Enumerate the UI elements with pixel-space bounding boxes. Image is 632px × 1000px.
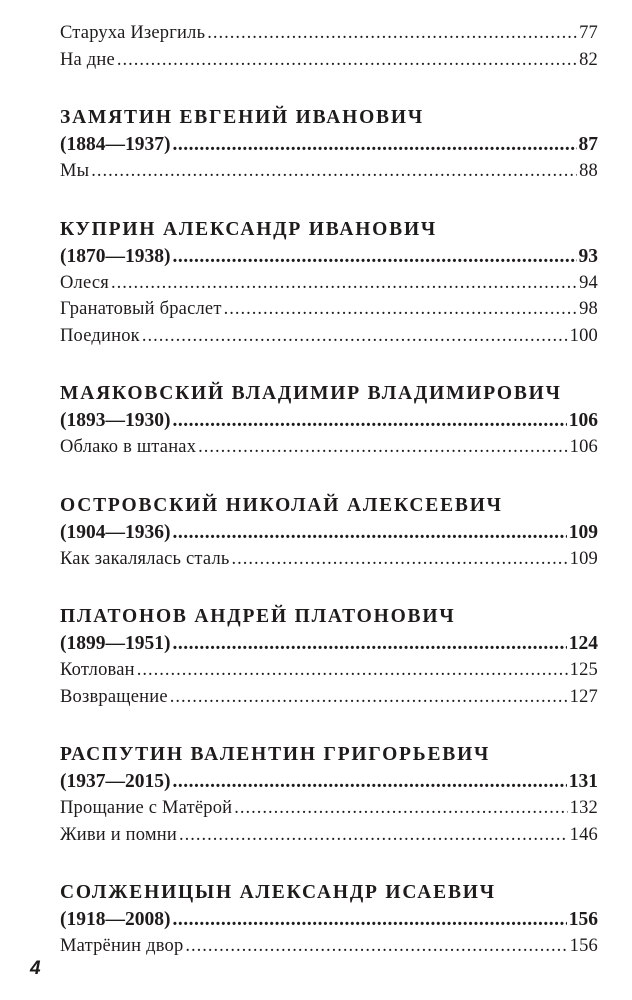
dot-leader	[173, 768, 567, 795]
author-page-number: 156	[568, 909, 598, 930]
author-years-entry	[60, 768, 598, 795]
author-name: КУПРИН АЛЕКСАНДР ИВАНОВИЧ	[60, 218, 438, 240]
author-years-entry	[60, 519, 598, 546]
work-title: Возвращение	[60, 686, 168, 707]
work-title: Как закалялась сталь	[60, 548, 230, 569]
work-title: Прощание с Матёрой	[60, 798, 233, 818]
dot-leader	[185, 933, 567, 960]
dot-leader	[170, 684, 568, 711]
toc-author-section	[60, 104, 598, 185]
author-name: ПЛАТОНОВ АНДРЕЙ ПЛАТОНОВИЧ	[60, 606, 456, 627]
toc-work-entry	[60, 296, 598, 323]
author-years-entry	[60, 407, 598, 434]
work-page-number: 109	[569, 548, 598, 569]
table-of-contents	[60, 20, 598, 960]
work-page-number: 88	[579, 161, 598, 181]
toc-author-section	[60, 216, 598, 350]
work-page-number: 146	[569, 824, 598, 845]
work-title: Старуха Изергиль	[60, 23, 206, 43]
toc-work-entry	[60, 822, 598, 849]
page-number: 4	[30, 958, 41, 979]
toc-work-entry	[60, 657, 598, 684]
work-title: Матрёнин двор	[60, 936, 184, 956]
dot-leader	[173, 243, 577, 270]
dot-leader	[142, 323, 568, 350]
author-page-number: 106	[568, 410, 598, 431]
toc-work-entry	[60, 47, 598, 74]
author-page-number: 93	[578, 245, 598, 267]
work-title: Живи и помни	[60, 824, 177, 845]
dot-leader	[179, 822, 568, 849]
dot-leader	[137, 657, 568, 684]
dot-leader	[91, 158, 577, 185]
dot-leader	[207, 20, 577, 47]
author-page-number: 87	[578, 134, 598, 155]
dot-leader	[224, 296, 577, 323]
toc-work-entry	[60, 434, 598, 461]
work-title: Поединок	[60, 325, 140, 346]
work-title: Олеся	[60, 272, 109, 293]
work-page-number: 98	[579, 299, 598, 319]
work-page-number: 127	[569, 686, 598, 707]
toc-work-entry	[60, 20, 598, 47]
author-name: РАСПУТИН ВАЛЕНТИН ГРИГОРЬЕВИЧ	[60, 744, 491, 765]
toc-author-section	[60, 380, 598, 461]
author-years: (1937—2015)	[60, 771, 171, 792]
dot-leader	[173, 906, 567, 933]
author-years: (1904—1936)	[60, 521, 171, 543]
author-years: (1893—1930)	[60, 410, 171, 431]
author-years-entry	[60, 243, 598, 270]
toc-work-entry	[60, 795, 598, 822]
author-name: СОЛЖЕНИЦЫН АЛЕКСАНДР ИСАЕВИЧ	[60, 882, 496, 903]
author-page-number: 109	[568, 521, 598, 543]
work-page-number: 94	[579, 272, 598, 293]
dot-leader	[173, 519, 567, 546]
toc-work-entry	[60, 323, 598, 350]
work-page-number: 77	[579, 23, 598, 43]
dot-leader	[173, 131, 577, 158]
dot-leader	[234, 795, 567, 822]
work-title: Котлован	[60, 660, 135, 680]
author-name: ЗАМЯТИН ЕВГЕНИЙ ИВАНОВИЧ	[60, 107, 424, 128]
author-page-number: 124	[568, 633, 598, 654]
author-years-entry	[60, 131, 598, 158]
dot-leader	[117, 47, 577, 74]
dot-leader	[173, 630, 567, 657]
author-years: (1870—1938)	[60, 245, 171, 267]
work-title: Мы	[60, 161, 90, 181]
author-years: (1884—1937)	[60, 134, 171, 155]
toc-author-section	[60, 879, 598, 960]
toc-author-section	[60, 741, 598, 848]
author-years: (1918—2008)	[60, 909, 171, 930]
work-page-number: 125	[569, 660, 598, 680]
work-page-number: 132	[569, 798, 598, 818]
work-page-number: 100	[569, 325, 598, 346]
dot-leader	[198, 434, 567, 461]
author-name: ОСТРОВСКИЙ НИКОЛАЙ АЛЕКСЕЕВИЧ	[60, 494, 503, 516]
work-page-number: 82	[579, 49, 598, 70]
dot-leader	[173, 407, 567, 434]
author-page-number: 131	[568, 771, 598, 792]
author-name: МАЯКОВСКИЙ ВЛАДИМИР ВЛАДИМИРОВИЧ	[60, 383, 562, 404]
author-years-entry	[60, 630, 598, 657]
toc-author-section	[60, 492, 598, 573]
author-years-entry	[60, 906, 598, 933]
toc-author-section	[60, 603, 598, 710]
toc-work-entry	[60, 270, 598, 297]
work-title: Облако в штанах	[60, 437, 197, 457]
work-page-number: 156	[569, 936, 598, 956]
dot-leader	[232, 546, 568, 573]
work-title: Гранатовый браслет	[60, 299, 222, 319]
toc-work-entry	[60, 546, 598, 573]
dot-leader	[111, 270, 577, 297]
work-title: На дне	[60, 49, 115, 70]
toc-work-entry	[60, 684, 598, 711]
author-years: (1899—1951)	[60, 633, 171, 654]
toc-work-entry	[60, 158, 598, 185]
toc-work-entry	[60, 933, 598, 960]
work-page-number: 106	[569, 437, 598, 457]
